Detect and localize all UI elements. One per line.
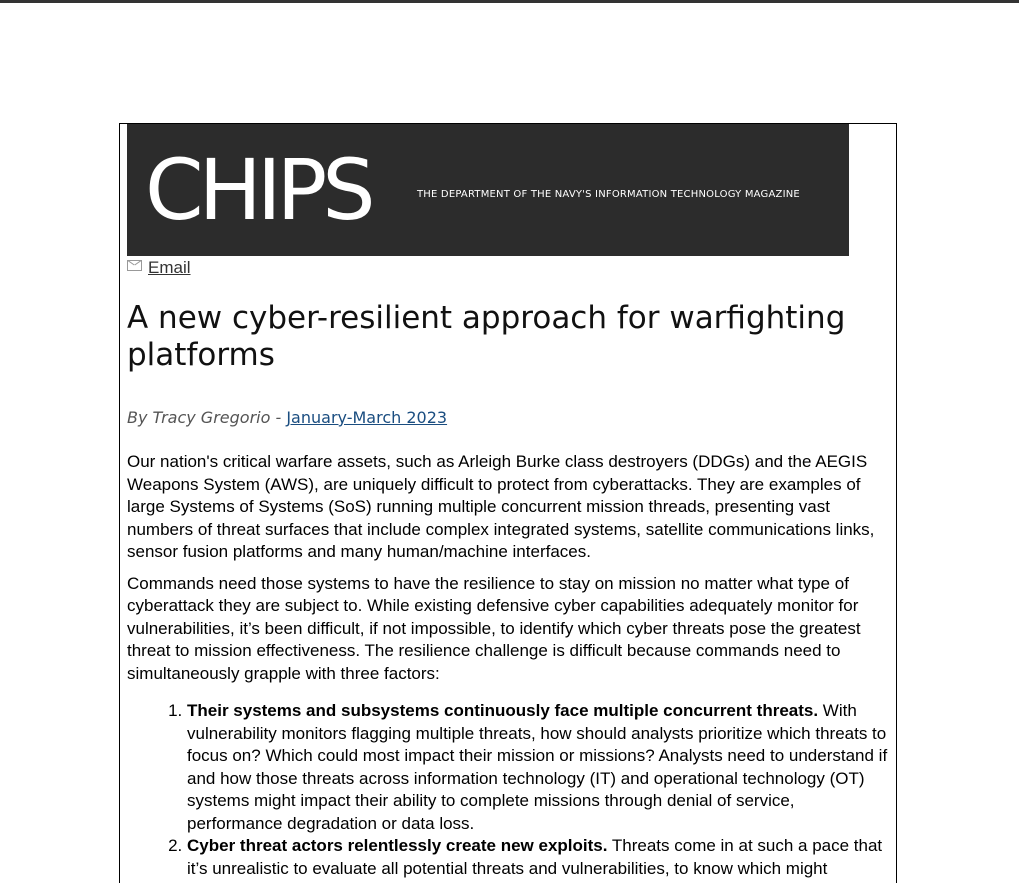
masthead-tagline: THE DEPARTMENT OF THE NAVY'S INFORMATION TECHNOLOGY MAGAZINE: [417, 189, 800, 200]
factor-text: Threats come in at such a pace that it’s unrealistic to evaluate all potential threats and vulnerabilities, to know which might: [187, 836, 883, 878]
paragraph: Our nation's critical warfare assets, such as Arleigh Burke class destroyers (DDGs) and the AEGIS Weapons System (AWS), are uniquely difficult to protect from cyberattacks. They are examples of large Systems of Systems (SoS) running multiple concurrent mission threads, presenting vast numbers of threat surfaces that include complex integrated systems, satellite communications links, sensor fusion platforms and many human/machine interfaces.: [127, 452, 875, 561]
list-item: [187, 835, 892, 880]
email-share[interactable]: [127, 257, 191, 279]
article-body: [127, 451, 892, 880]
byline-author: By Tracy Gregorio -: [127, 408, 287, 427]
list-item: [187, 700, 892, 835]
factor-lead: Their systems and subsystems continuously face multiple concurrent threats.: [187, 701, 819, 720]
top-rule: [0, 0, 1019, 3]
issue-link[interactable]: January-March 2023: [286, 408, 448, 427]
byline: [127, 408, 447, 427]
factor-text: With vulnerability monitors flagging multiple threats, how should analysts prioritize which threats to focus on? Which could most impact their mission or missions? Analysts need to understand if and how those threats across information technology (IT) and operational technology (OT) systems might impact their ability to complete missions through denial of service, performance degradation or data loss.: [187, 701, 888, 833]
article-title: A new cyber-resilient approach for warfighting platforms: [127, 300, 846, 373]
chips-logo: CHIPS: [145, 141, 371, 239]
paragraph: Commands need those systems to have the resilience to stay on mission no matter what type of cyberattack they are subject to. While existing defensive cyber capabilities adequately monitor for vulnerabilities, it’s been difficult, if not impossible, to identify which cyber threats pose the greatest threat to mission effectiveness. The resilience challenge is difficult because commands need to simultaneously grapple with three factors:: [127, 573, 861, 683]
factor-lead: Cyber threat actors relentlessly create new exploits.: [187, 836, 608, 855]
factors-list: [127, 700, 892, 880]
masthead-banner: [127, 124, 849, 256]
envelope-icon[interactable]: [127, 260, 142, 271]
email-link[interactable]: Email: [148, 258, 191, 277]
